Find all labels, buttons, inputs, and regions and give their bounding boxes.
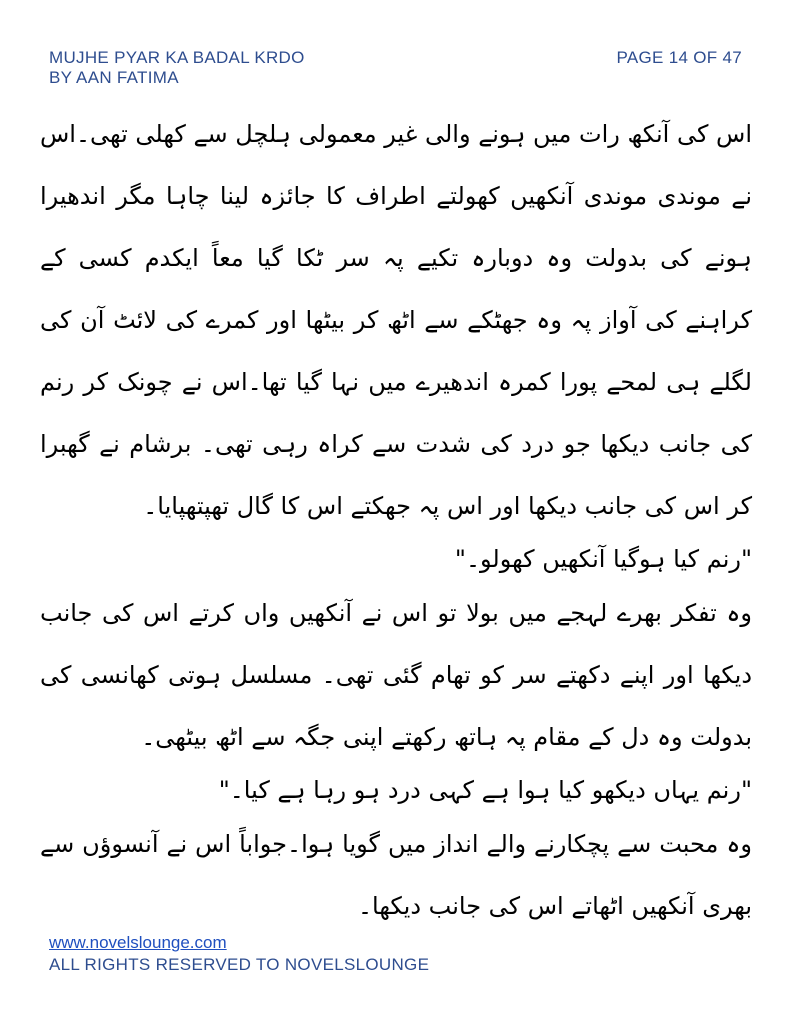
paragraph-2: وہ تفکر بھرے لہجے میں بولا تو اس نے آنکھیں واں کرتے اس کی جانب دیکھا اور اپنے دکھتے سر کو تھام گئی تھی۔ مسلسل ہوتی کھانسی کی بدولت وہ دل کے مقام پہ ہاتھ رکھتے اپنی جگہ سے اٹھ بیٹھی۔ [40,599,752,751]
dialogue-2: "رنم یہاں دیکھو کیا ہوا ہے کہی درد ہو رہا ہے کیا۔" [218,776,752,804]
dialogue-1: "رنم کیا ہوگیا آنکھیں کھولو۔" [454,545,752,573]
copyright-notice: ALL RIGHTS RESERVED TO NOVELSLOUNGE [49,955,430,974]
author-name: BY AAN FATIMA [49,68,179,87]
document-footer [49,932,429,976]
novel-title: MUJHE PYAR KA BADAL KRDO [49,48,305,67]
page-number: PAGE 14 OF 47 [616,48,742,67]
story-text [40,103,752,937]
paragraph-3: وہ محبت سے پچکارنے والے انداز میں گویا ہوا۔جواباً اس نے آنسوؤں سے بھری آنکھیں اٹھاتے اس کی جانب دیکھا۔ [40,830,752,920]
website-link[interactable]: www.novelslounge.com [49,933,227,952]
paragraph-1: اس کی آنکھ رات میں ہونے والی غیر معمولی ہلچل سے کھلی تھی۔اس نے موندی موندی آنکھیں کھولتے اطراف کا جائزہ لینا چاہا مگر اندھیرا ہونے کی بدولت وہ دوبارہ تکیے پہ سر ٹکا گیا معاً ایکدم کسی کے کراہنے کی آواز پہ وہ جھٹکے سے اٹھ کر بیٹھا اور کمرے کی لائٹ آن کی لگلے ہی لمحے پورا کمرہ اندھیرے میں نہا گیا تھا۔اس نے چونک کر رنم کی جانب دیکھا جو درد کی شدت سے کراہ رہی تھی۔ برشام نے گھبرا کر اس کی جانب دیکھا اور اس پہ جھکتے اس کا گال تھپتھپایا۔ [40,120,752,520]
document-header [49,48,305,88]
